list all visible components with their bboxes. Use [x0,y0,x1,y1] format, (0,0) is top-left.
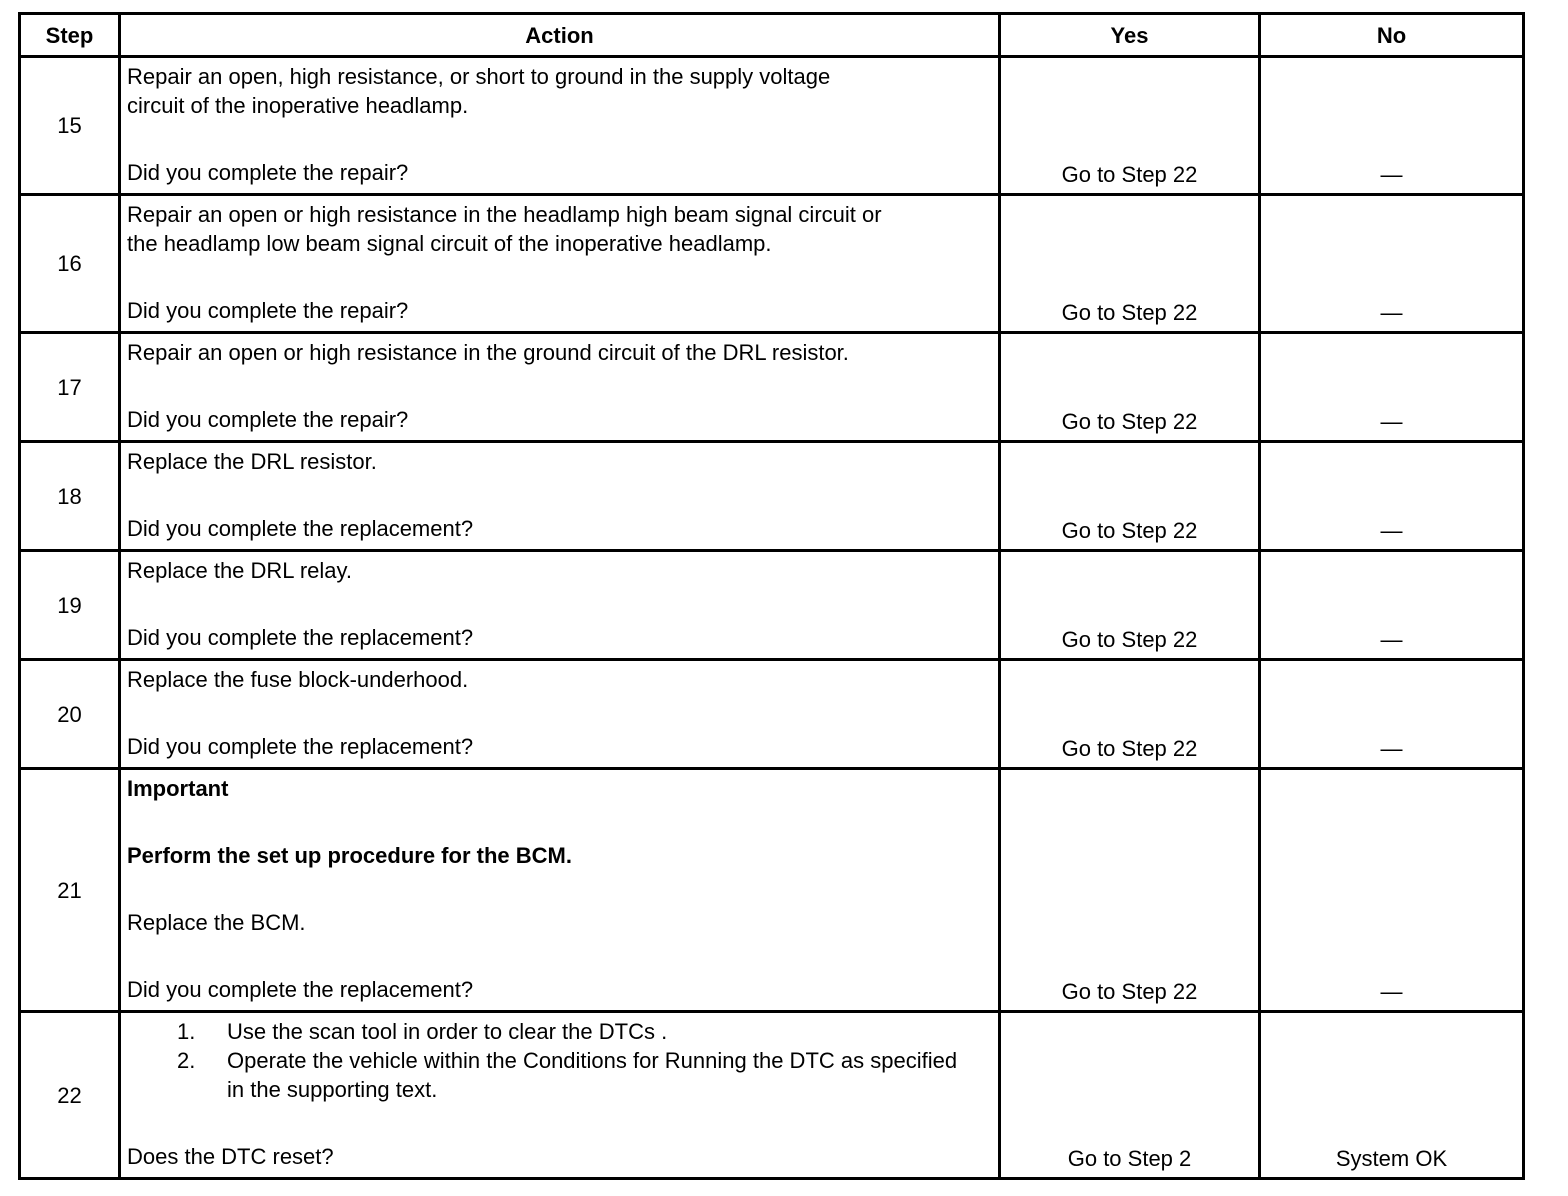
action-question: Did you complete the repair? [127,160,409,185]
yes-cell: Go to Step 22 [1000,57,1260,195]
table-row [20,660,1524,769]
action-question: Did you complete the replacement? [127,625,474,650]
no-cell: — [1260,551,1524,660]
header-yes: Yes [1000,14,1260,57]
list-text: Operate the vehicle within the Conditions for Running the DTC as specified in the supporting text. [227,1048,958,1102]
no-cell: — [1260,195,1524,333]
action-question: Did you complete the repair? [127,298,409,323]
step-number: 21 [20,769,120,1012]
important-heading: Important [127,776,229,801]
action-line: Replace the DRL resistor. [127,449,377,474]
no-cell: — [1260,333,1524,442]
action-question: Did you complete the replacement? [127,734,474,759]
action-cell [120,442,1000,551]
important-text: Perform the set up procedure for the BCM. [127,843,572,868]
no-cell: — [1260,442,1524,551]
action-line: Replace the fuse block-underhood. [127,667,469,692]
step-number: 15 [20,57,120,195]
table-row [20,195,1524,333]
no-cell: — [1260,660,1524,769]
header-step: Step [20,14,120,57]
list-item [127,1017,992,1046]
action-cell [120,660,1000,769]
action-cell [120,195,1000,333]
table-row [20,769,1524,1012]
action-cell [120,769,1000,1012]
action-cell [120,1012,1000,1179]
action-line: Repair an open, high resistance, or short to ground in the supply voltage [127,64,831,89]
action-cell [120,333,1000,442]
diagnostic-table [18,12,1525,1180]
table-row [20,442,1524,551]
table-row [20,1012,1524,1179]
header-row [20,14,1524,57]
no-cell: — [1260,769,1524,1012]
list-number: 1. [177,1019,196,1044]
action-cell [120,57,1000,195]
action-question: Does the DTC reset? [127,1144,334,1169]
header-action: Action [120,14,1000,57]
step-number: 18 [20,442,120,551]
action-line: circuit of the inoperative headlamp. [127,93,469,118]
table-row [20,333,1524,442]
action-question: Did you complete the replacement? [127,516,474,541]
step-number: 16 [20,195,120,333]
yes-cell: Go to Step 22 [1000,195,1260,333]
table-row [20,57,1524,195]
header-no: No [1260,14,1524,57]
list-number: 2. [177,1048,196,1073]
yes-cell: Go to Step 22 [1000,333,1260,442]
yes-cell: Go to Step 22 [1000,442,1260,551]
list-text: Use the scan tool in order to clear the DTCs . [227,1019,668,1044]
yes-cell: Go to Step 22 [1000,660,1260,769]
action-cell [120,551,1000,660]
step-number: 19 [20,551,120,660]
action-question: Did you complete the repair? [127,407,409,432]
no-cell: System OK [1260,1012,1524,1179]
action-line: Replace the DRL relay. [127,558,352,583]
procedure-list [127,1017,992,1104]
action-line: Replace the BCM. [127,910,306,935]
step-number: 22 [20,1012,120,1179]
yes-cell: Go to Step 22 [1000,551,1260,660]
list-item [127,1046,992,1104]
yes-cell: Go to Step 2 [1000,1012,1260,1179]
table-row [20,551,1524,660]
no-cell: — [1260,57,1524,195]
step-number: 20 [20,660,120,769]
action-line: Repair an open or high resistance in the headlamp high beam signal circuit or [127,202,882,227]
action-line: Repair an open or high resistance in the ground circuit of the DRL resistor. [127,340,849,365]
action-line: the headlamp low beam signal circuit of the inoperative headlamp. [127,231,772,256]
action-question: Did you complete the replacement? [127,977,474,1002]
yes-cell: Go to Step 22 [1000,769,1260,1012]
step-number: 17 [20,333,120,442]
